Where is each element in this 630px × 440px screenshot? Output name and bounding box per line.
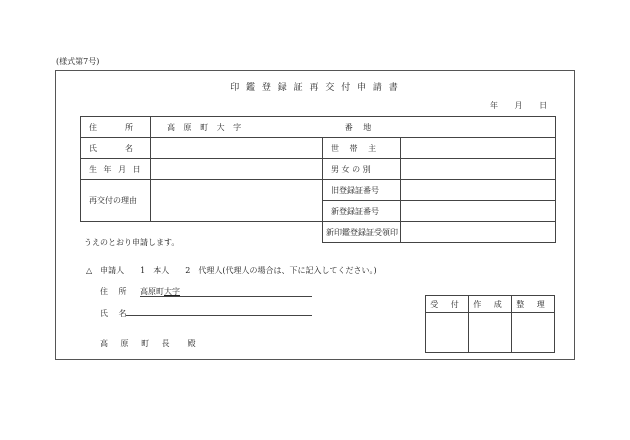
reason-row <box>81 180 556 201</box>
office-receipt-cell[interactable] <box>426 313 469 353</box>
gender-field[interactable] <box>401 159 556 180</box>
address-field[interactable] <box>151 117 556 138</box>
office-use-table <box>425 295 555 353</box>
name-field[interactable] <box>151 138 323 159</box>
agent-address-field[interactable] <box>140 286 312 297</box>
agent-name-field[interactable] <box>126 305 312 316</box>
address-label: 住 所 <box>81 117 151 138</box>
date-line: 年 月 日 <box>490 101 548 110</box>
form-title: 印 鑑 登 録 証 再 交 付 申 請 書 <box>230 83 400 93</box>
address-suffix: 番 地 <box>344 122 376 132</box>
form-number: (様式第7号) <box>56 57 100 66</box>
address-row <box>81 117 556 138</box>
office-receipt-header: 受 付 <box>426 296 469 313</box>
office-create-cell[interactable] <box>469 313 512 353</box>
application-table <box>80 116 556 243</box>
reason-field[interactable] <box>151 180 323 222</box>
address-value: 高 原 町 大 字 <box>167 122 245 132</box>
applicant-type-line: △ 申請人 1 本人 2 代理人(代理人の場合は、下に記入してください。) <box>86 266 377 275</box>
birthdate-field[interactable] <box>151 159 323 180</box>
agent-name-label: 氏 名 <box>100 309 131 318</box>
name-row <box>81 138 556 159</box>
birthdate-row <box>81 159 556 180</box>
name-label: 氏 名 <box>81 138 151 159</box>
office-arrange-cell[interactable] <box>512 313 555 353</box>
householder-label: 世 帯 主 <box>323 138 401 159</box>
reason-label: 再交付の理由 <box>81 180 151 222</box>
agent-address-prefix: 高原町 <box>140 287 164 296</box>
agent-address-label: 住 所 <box>100 287 131 296</box>
birthdate-label: 生 年 月 日 <box>81 159 151 180</box>
new-number-field[interactable] <box>401 201 556 222</box>
receipt-field[interactable] <box>401 222 556 243</box>
old-number-field[interactable] <box>401 180 556 201</box>
office-arrange-header: 整 理 <box>512 296 555 313</box>
gender-label: 男 女 の 別 <box>323 159 401 180</box>
new-number-label: 新登録証番号 <box>323 201 401 222</box>
confirmation-text: うえのとおり申請します。 <box>84 238 180 247</box>
receipt-label: 新印鑑登録証受領印 <box>323 222 401 243</box>
agent-address-underlined: 大字 <box>164 287 180 296</box>
addressee: 高 原 町 長 殿 <box>100 339 201 348</box>
office-create-header: 作 成 <box>469 296 512 313</box>
householder-field[interactable] <box>401 138 556 159</box>
old-number-label: 旧登録証番号 <box>323 180 401 201</box>
